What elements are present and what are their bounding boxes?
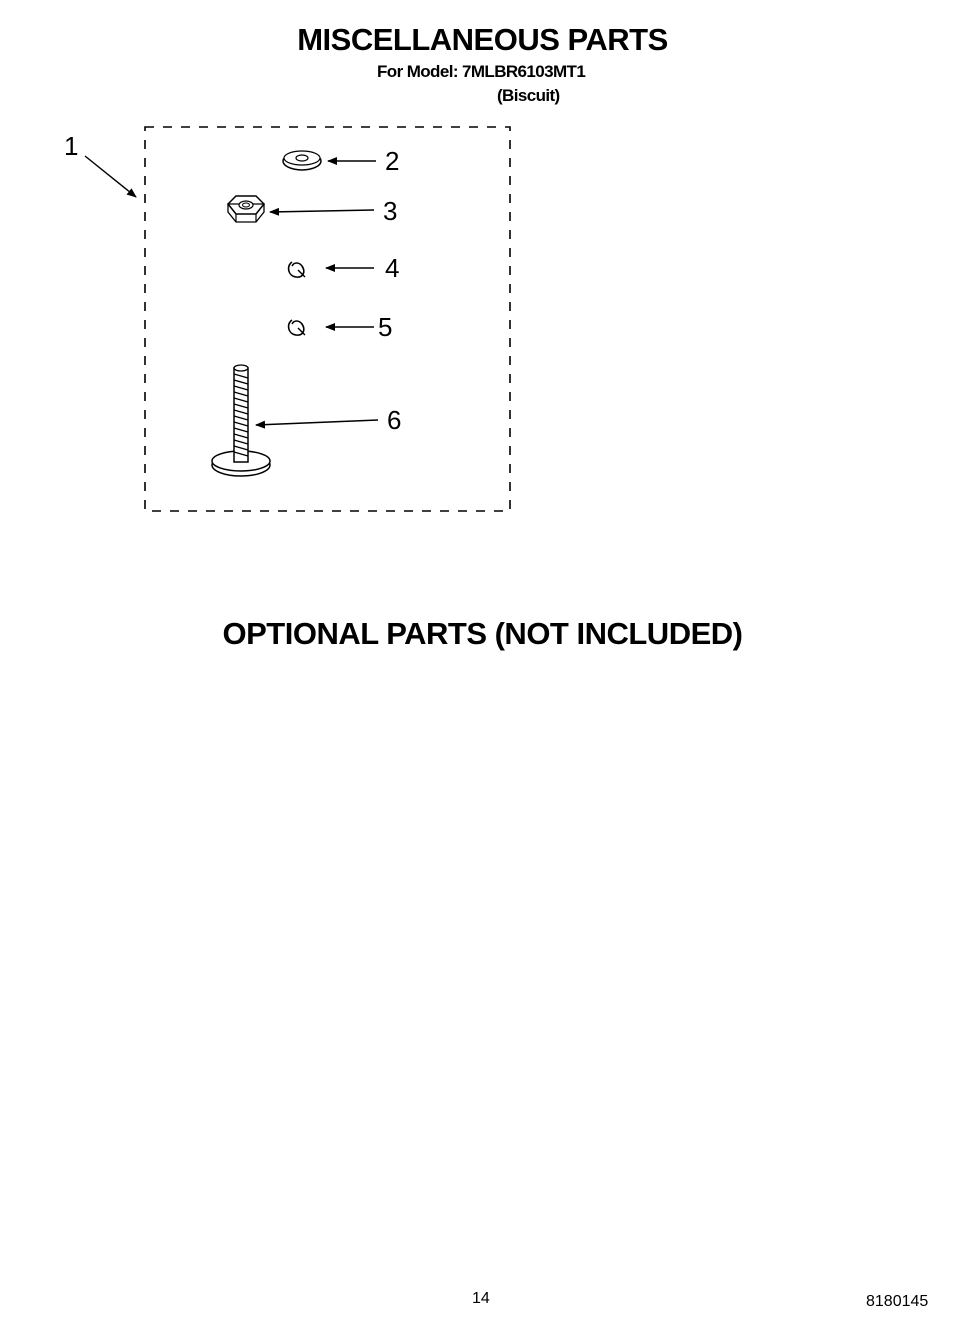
leader-1 bbox=[85, 156, 136, 197]
clip-icon bbox=[289, 262, 305, 277]
callout-1: 1 bbox=[64, 131, 79, 161]
model-color: (Biscuit) bbox=[497, 86, 560, 105]
callout-6: 6 bbox=[387, 405, 402, 435]
leveling-leg-icon bbox=[212, 365, 270, 476]
callout-4: 4 bbox=[385, 253, 400, 283]
parts-kit-box bbox=[145, 127, 510, 511]
callout-5: 5 bbox=[378, 312, 393, 342]
page-title: MISCELLANEOUS PARTS bbox=[297, 22, 668, 57]
hex-nut-icon bbox=[228, 196, 264, 222]
document-number: 8180145 bbox=[866, 1293, 929, 1310]
page-number: 14 bbox=[472, 1290, 490, 1307]
callout-3: 3 bbox=[383, 196, 398, 226]
clip-icon bbox=[289, 320, 305, 335]
model-number: For Model: 7MLBR6103MT1 bbox=[377, 62, 586, 81]
parts-diagram bbox=[0, 0, 965, 560]
optional-parts-heading: OPTIONAL PARTS (NOT INCLUDED) bbox=[222, 616, 743, 651]
callout-2: 2 bbox=[385, 146, 400, 176]
washer-icon bbox=[283, 151, 321, 170]
leader-6 bbox=[256, 420, 378, 425]
leader-3 bbox=[270, 210, 374, 212]
